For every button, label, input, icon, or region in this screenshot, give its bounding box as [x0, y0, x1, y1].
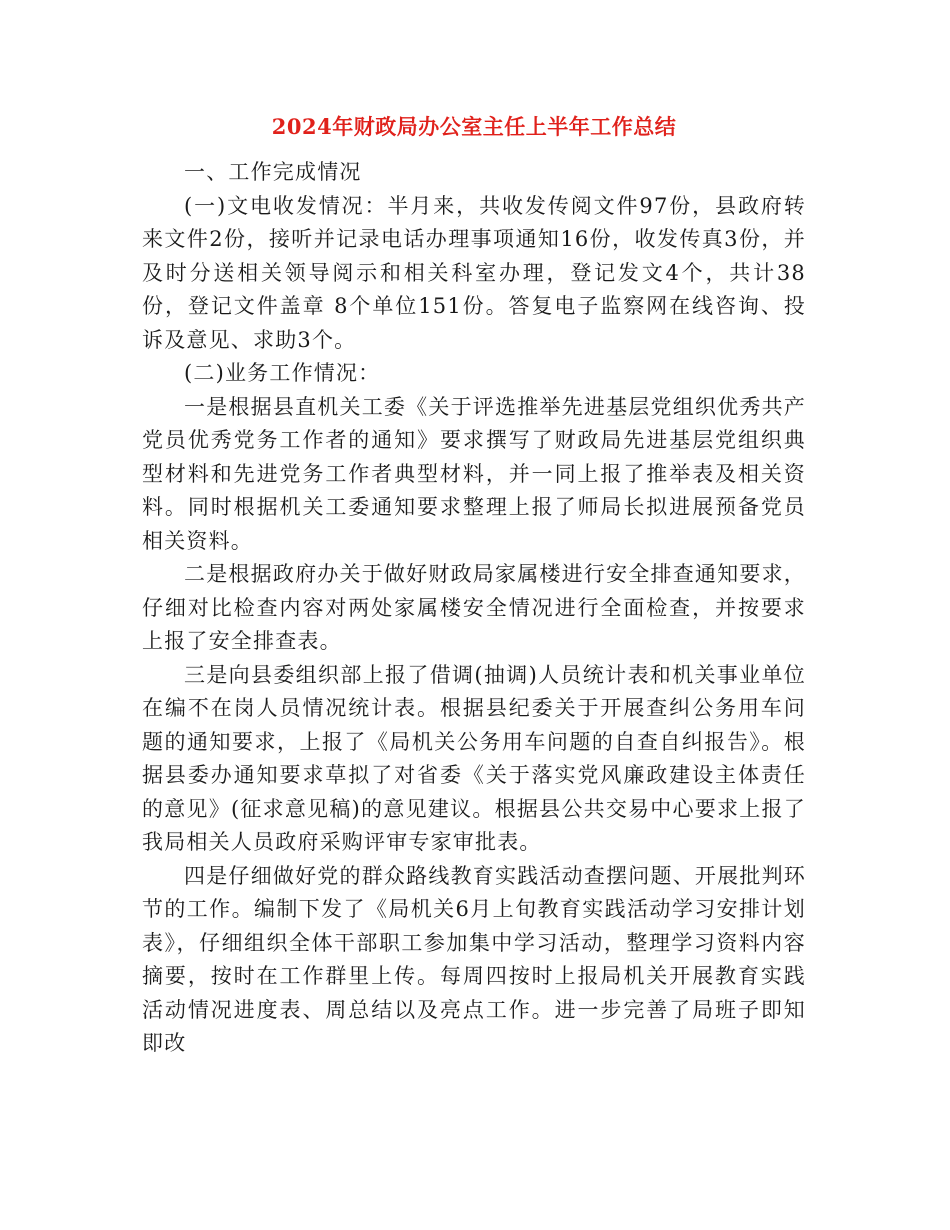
paragraph-item-one: 一是根据县直机关工委《关于评选推举先进基层党组织优秀共产党员优秀党务工作者的通知》要求撰写了财政局先进基层党组织典型材料和先进党务工作者典型材料，并一同上报了推举表及相关资料。同时根据机关工委通知要求整理上报了师局长拟进展预备党员相关资料。: [142, 394, 806, 553]
subheading-business-work: (二)业务工作情况：: [184, 361, 381, 385]
document-title: 2024年财政局办公室主任上半年工作总结: [271, 114, 677, 139]
section-heading-work-completion: 一、工作完成情况: [184, 160, 362, 184]
paragraph-item-three: 三是向县委组织部上报了借调(抽调)人员统计表和机关事业单位在编不在岗人员情况统计表。根据县纪委关于开展查纠公务用车问题的通知要求，上报了《局机关公务用车问题的自查自纠报告》。根据县委办通知要求草拟了对省委《关于落实党风廉政建设主体责任的意见》(征求意见稿)的意见建议。根据县公共交易中心要求上报了我局相关人员政府采购评审专家审批表。: [142, 662, 806, 854]
paragraph-document-handling: (一)文电收发情况：半月来，共收发传阅文件97份，县政府转来文件2份，接听并记录电话办理事项通知16份，收发传真3份，并及时分送相关领导阅示和相关科室办理，登记发文4个，共计38份，登记文件盖章 8个单位151份。答复电子监察网在线咨询、投诉及意见、求助3个。: [142, 193, 806, 352]
document-page: [142, 110, 806, 1061]
paragraph-item-four: 四是仔细做好党的群众路线教育实践活动查摆问题、开展批判环节的工作。编制下发了《局机关6月上旬教育实践活动学习安排计划表》，仔细组织全体干部职工参加集中学习活动，整理学习资料内容摘要，按时在工作群里上传。每周四按时上报局机关开展教育实践活动情况进度表、周总结以及亮点工作。进一步完善了局班子即知即改: [142, 863, 806, 1055]
paragraph-item-two: 二是根据政府办关于做好财政局家属楼进行安全排查通知要求，仔细对比检查内容对两处家属楼安全情况进行全面检查，并按要求上报了安全排查表。: [142, 562, 806, 653]
